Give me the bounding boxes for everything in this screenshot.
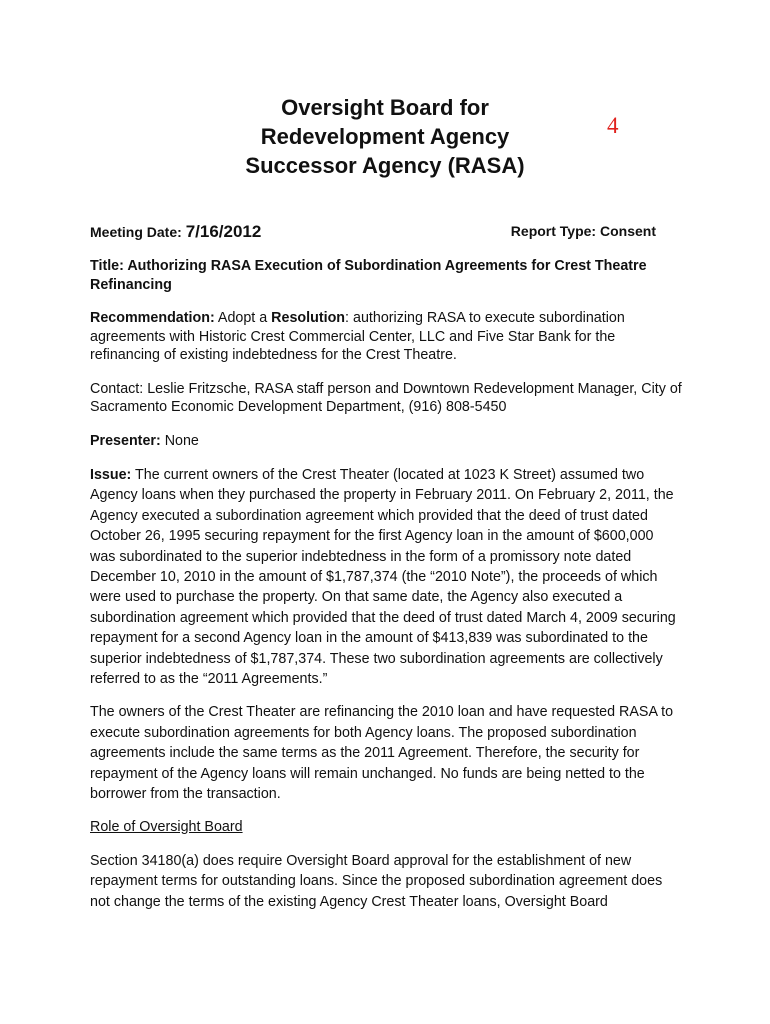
title-line-2: Redevelopment Agency	[260, 124, 510, 149]
recommendation-lead: Adopt a	[214, 310, 272, 326]
meeting-date-value: 7/16/2012	[185, 222, 262, 241]
recommendation-text: : authorizing RASA to execute subordination agreements with Historic Crest Commercial Center, LLC and Five Star Bank for the refinancing of existing indebtedness for the Crest Theatre.	[90, 310, 625, 363]
role-of-oversight-board-heading: Role of Oversight Board	[90, 818, 243, 835]
issue-label: Issue:	[90, 467, 132, 483]
resolution-word: Resolution	[271, 310, 346, 326]
title-line-1: Oversight Board for	[281, 95, 489, 120]
issue-paragraph	[90, 465, 682, 689]
recommendation-paragraph	[90, 309, 682, 365]
refinancing-paragraph: The owners of the Crest Theater are refinancing the 2010 loan and have requested RASA to execute subordination agreements for both Agency loans. The proposed subordination agreements include the same terms as the 2011 Agreement. Therefore, the security for repayment of the Agency loans will remain unchanged. No funds are being netted to the borrower from the transaction.	[90, 704, 674, 803]
report-type: Report Type: Consent	[510, 223, 656, 239]
meeting-meta-row	[90, 219, 660, 243]
meeting-date	[90, 222, 261, 242]
presenter-label: Presenter:	[90, 432, 161, 449]
meeting-date-label: Meeting Date:	[90, 224, 182, 240]
agenda-item-number: 4	[607, 113, 619, 138]
title-line-3: Successor Agency (RASA)	[245, 153, 525, 178]
recommendation-label: Recommendation:	[90, 310, 215, 326]
section-34180-paragraph: Section 34180(a) does require Oversight Board approval for the establishment of new repayment terms for outstanding loans. Since the proposed subordination agreement does not change the terms of the existing Agency Crest Theater loans, Oversight Board	[90, 853, 663, 910]
issue-text: The current owners of the Crest Theater (located at 1023 K Street) assumed two Agency loans when they purchased the property in February 2011. On February 2, 2011, the Agency executed a subordination agreement which provided that the deed of trust dated October 26, 1995 securing repayment for the first Agency loan in the amount of $600,000 was subordinated to the superior indebtedness in the form of a promissory note dated December 10, 2010 in the amount of $1,787,374 (the “2010 Note”), the proceeds of which were used to purchase the property. On that same date, the Agency also executed a subordination agreement which provided that the deed of trust dated March 4, 2009 securing repayment for a second Agency loan in the amount of $413,839 was subordinated to the superior indebtedness of $1,787,374. These two subordination agreements are collectively referred to as the “2011 Agreements.”	[90, 467, 676, 688]
presenter-value: None	[160, 432, 199, 449]
report-body	[90, 257, 682, 912]
page-title	[200, 93, 570, 180]
contact-paragraph: Contact: Leslie Fritzsche, RASA staff person and Downtown Redevelopment Manager, City of Sacramento Economic Development Department, (916) 808-5450	[90, 380, 682, 415]
presenter-paragraph	[90, 432, 682, 451]
report-title: Title: Authorizing RASA Execution of Subordination Agreements for Crest Theatre Refinancing	[90, 258, 647, 293]
